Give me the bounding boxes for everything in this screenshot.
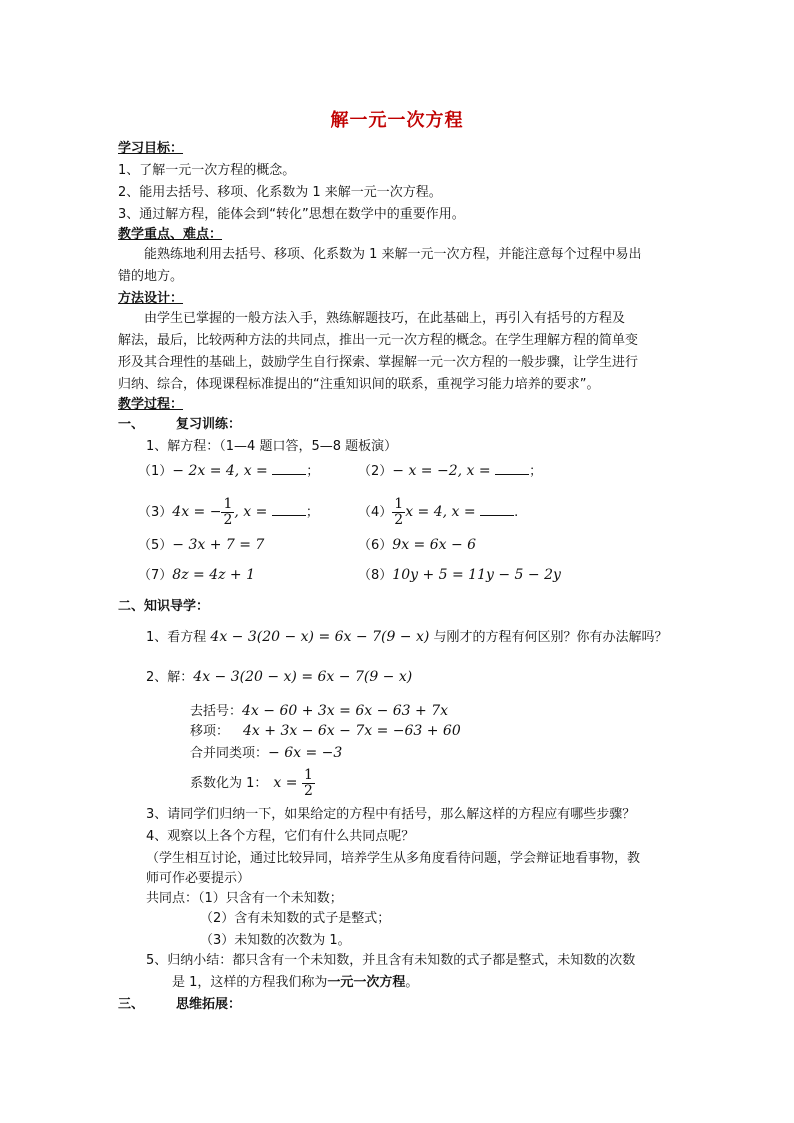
equation-6: （6）9x = 6x − 6 xyxy=(358,537,477,553)
goals-heading: 学习目标： xyxy=(118,141,184,156)
step-remove-brackets: 去括号：4x − 60 + 3x = 6x − 63 + 7x xyxy=(190,703,449,719)
equation-4: （4） $\frac{1}{2}$ x = 4, x = . xyxy=(358,496,519,528)
equation-2: （2）− x = −2, x = ； xyxy=(358,463,543,479)
step-transpose: 移项： 4x + 3x − 6x − 7x = −63 + 60 xyxy=(190,723,461,739)
equation-5: （5）− 3x + 7 = 7 xyxy=(138,537,265,553)
question-2: 2、解：4x − 3(20 − x) = 6x − 7(9 − x) xyxy=(146,669,413,685)
answer-blank[interactable] xyxy=(272,503,306,516)
common-point: （3）未知数的次数为 1。 xyxy=(200,933,351,948)
equation-7: （7）8z = 4z + 1 xyxy=(138,567,256,583)
fraction: $\frac{1}{2}$ xyxy=(223,496,233,528)
process-heading: 教学过程： xyxy=(118,397,184,412)
common-point: （2）含有未知数的式子是整式； xyxy=(200,911,391,926)
common-points: 共同点：（1）只含有一个未知数； xyxy=(146,891,343,906)
question-1: 1、看方程 4x − 3(20 − x) = 6x − 7(9 − x) 与刚才的方程有何区别？你有办法解吗？ xyxy=(146,629,668,645)
step-combine: 合并同类项：− 6x = −3 xyxy=(190,745,343,761)
fraction: $\frac{1}{2}$ xyxy=(394,496,404,528)
method-text: 解法，最后，比较两种方法的共同点，推出一元一次方程的概念。在学生理解方程的简单变 xyxy=(118,333,639,348)
discussion-note: 师可作必要提示） xyxy=(146,871,251,886)
equation-3: （3）4x = − $\frac{1}{2}$ , x = ； xyxy=(138,496,319,528)
section-number: 一、 xyxy=(118,417,145,432)
goal-item: 2、能用去括号、移项、化系数为 1 来解一元一次方程。 xyxy=(118,185,442,200)
method-text: 归纳、综合，体现课程标准提出的“注重知识间的联系，重视学习能力培养的要求”。 xyxy=(118,377,600,392)
step-coefficient: 系数化为 1： x = $\frac{1}{2}$ xyxy=(190,767,313,799)
question-3: 3、请同学们归纳一下，如果给定的方程中有括号，那么解这样的方程应有哪些步骤？ xyxy=(146,807,636,822)
summary: 5、归纳小结：都只含有一个未知数，并且含有未知数的式子都是整式，未知数的次数 xyxy=(146,953,636,968)
goal-item: 3、通过解方程，能体会到“转化”思想在数学中的重要作用。 xyxy=(118,207,465,222)
task-text: 1、解方程：（1—4 题口答，5—8 题板演） xyxy=(146,439,398,454)
keypoints-text: 错的地方。 xyxy=(118,269,184,284)
section-title-review: 复习训练： xyxy=(176,417,242,432)
method-heading: 方法设计： xyxy=(118,291,184,306)
method-text: 由学生已掌握的一般方法入手，熟练解题技巧，在此基础上，再引入有括号的方程及 xyxy=(144,311,626,326)
equation-1: （1）− 2x = 4, x = ； xyxy=(138,463,320,479)
section-number: 三、 xyxy=(118,997,145,1012)
equation-8: （8）10y + 5 = 11y − 5 − 2y xyxy=(358,567,561,583)
fraction: $\frac{1}{2}$ xyxy=(303,767,313,799)
question-4: 4、观察以上各个方程，它们有什么共同点呢？ xyxy=(146,829,415,844)
page-title: 解一元一次方程 xyxy=(330,110,464,131)
summary: 是 1，这样的方程我们称为一元一次方程。 xyxy=(172,975,419,990)
answer-blank[interactable] xyxy=(480,503,514,516)
goal-item: 1、了解一元一次方程的概念。 xyxy=(118,163,296,178)
answer-blank[interactable] xyxy=(495,462,529,475)
discussion-note: （学生相互讨论，通过比较异同，培养学生从多角度看待问题，学会辩证地看事物，教 xyxy=(146,851,641,866)
answer-blank[interactable] xyxy=(272,462,306,475)
section-title-extension: 思维拓展： xyxy=(176,997,242,1012)
keypoints-heading: 教学重点、难点： xyxy=(118,227,223,242)
method-text: 形及其合理性的基础上，鼓励学生自行探索、掌握解一元一次方程的一般步骤，让学生进行 xyxy=(118,355,639,370)
keypoints-text: 能熟练地利用去括号、移项、化系数为 1 来解一元一次方程，并能注意每个过程中易出 xyxy=(144,247,642,262)
section-title-knowledge: 二、知识导学： xyxy=(118,599,210,614)
